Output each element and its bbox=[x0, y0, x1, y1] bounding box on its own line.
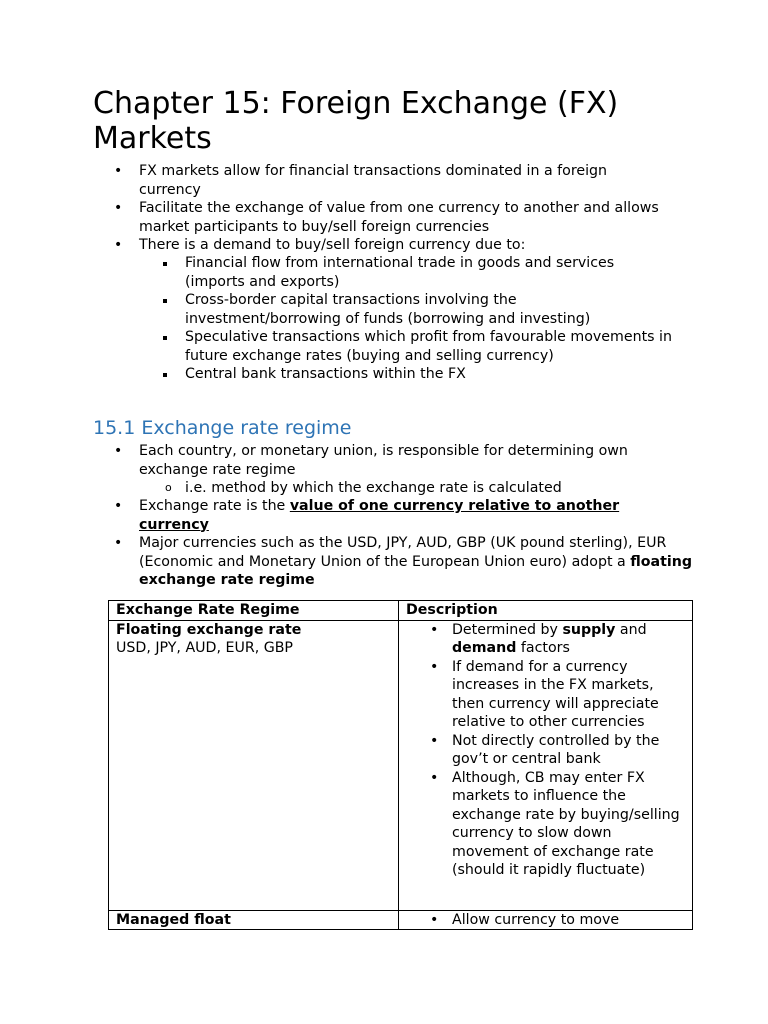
regime-cell bbox=[109, 910, 399, 930]
regime-emphasis: floating exchange rate regime bbox=[139, 553, 693, 588]
regime-name: Floating exchange rate bbox=[116, 621, 302, 638]
definition-emphasis: value of one currency relative to another currency bbox=[139, 498, 620, 533]
list-item: o i.e. method by which the exchange rate is calculated bbox=[93, 479, 693, 498]
regime-currencies: USD, JPY, AUD, EUR, GBP bbox=[116, 640, 293, 656]
list-item: Speculative transactions which profit from favourable movements in future exchange rates (buying and selling currency) bbox=[93, 328, 673, 365]
table-header-row bbox=[109, 601, 693, 621]
list-item bbox=[93, 236, 673, 255]
list-item bbox=[406, 621, 685, 658]
list-item: Central bank transactions within the FX bbox=[93, 365, 673, 384]
section-bullet-list bbox=[93, 442, 693, 479]
list-item: • FX markets allow for financial transactions dominated in a foreign currency bbox=[93, 162, 673, 199]
column-header-regime: Exchange Rate Regime bbox=[109, 601, 399, 621]
list-item bbox=[93, 534, 693, 590]
table-row bbox=[109, 910, 693, 930]
list-item: Financial flow from international trade in goods and services (imports and exports) bbox=[93, 254, 673, 291]
list-item-text: and bbox=[615, 621, 647, 638]
section-sub-list bbox=[93, 479, 693, 498]
description-list bbox=[406, 911, 685, 930]
section-bullet-list-2 bbox=[93, 497, 693, 590]
supply-emphasis: supply bbox=[562, 621, 616, 638]
list-item bbox=[93, 497, 693, 534]
intro-bullet-list bbox=[93, 162, 673, 255]
list-item: • Although, CB may enter FX markets to influence the exchange rate by buying/selling currency to slow down movement of exchange rate (should it rapidly fluctuate) bbox=[406, 769, 685, 880]
list-item-text: There is a demand to buy/sell foreign currency due to: bbox=[139, 237, 526, 253]
list-item: • Allow currency to move bbox=[406, 911, 685, 930]
description-cell bbox=[399, 910, 693, 930]
description-list bbox=[406, 621, 685, 880]
regime-cell bbox=[109, 620, 399, 910]
list-item-text: Major currencies such as the USD, JPY, AUD, GBP (UK pound sterling), EUR (Economic and Monetary Union of the European Union euro) adopt a bbox=[139, 535, 667, 570]
demand-reasons-list bbox=[93, 254, 673, 384]
section-heading: 15.1 Exchange rate regime bbox=[93, 417, 352, 439]
list-item-text: Exchange rate is the bbox=[139, 498, 290, 514]
list-item: • If demand for a currency increases in the FX markets, then currency will appreciate relative to other currencies bbox=[406, 658, 685, 732]
list-item: Cross-border capital transactions involving the investment/borrowing of funds (borrowing and investing) bbox=[93, 291, 673, 328]
table-row bbox=[109, 620, 693, 910]
description-cell bbox=[399, 620, 693, 910]
list-item: • Facilitate the exchange of value from one currency to another and allows market participants to buy/sell foreign currencies bbox=[93, 199, 673, 236]
list-item: • Not directly controlled by the gov’t or central bank bbox=[406, 732, 685, 769]
list-item: • Each country, or monetary union, is responsible for determining own exchange rate regime bbox=[93, 442, 693, 479]
list-item-text: Determined by bbox=[452, 621, 563, 638]
column-header-description: Description bbox=[399, 601, 693, 621]
list-item-text: factors bbox=[516, 640, 570, 656]
regime-name: Managed float bbox=[116, 911, 231, 928]
exchange-rate-regime-table bbox=[108, 600, 693, 930]
chapter-title: Chapter 15: Foreign Exchange (FX) Markets bbox=[93, 86, 619, 156]
demand-emphasis: demand bbox=[452, 640, 517, 656]
